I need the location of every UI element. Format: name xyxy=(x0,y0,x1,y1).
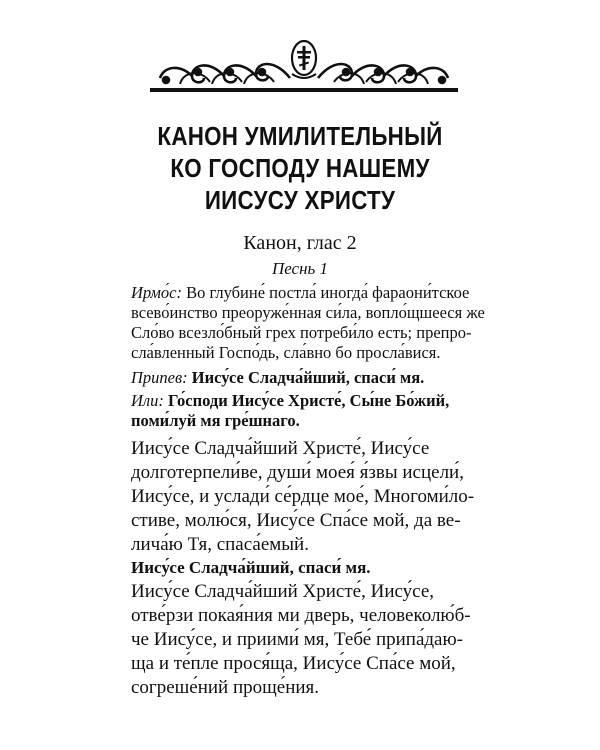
left-scrollwork xyxy=(160,64,290,84)
troparion-line: ща и те́пле прося́ща, Иису́се Спа́се мой, xyxy=(131,653,456,674)
refrain-text: Иису́се Сладча́йший, спаси́ мя. xyxy=(187,368,425,387)
irmos-paragraph xyxy=(131,283,485,363)
troparion-line: че Иису́се, и приими́ мя, Тебе́ припа́даю- xyxy=(131,629,464,650)
troparion-line: лича́ю Тя, спаса́емый. xyxy=(131,534,309,555)
title-line-2: КО ГОСПОДУ НАШЕМУ xyxy=(170,153,430,183)
irmos-line: Во глубине́ постла́ иногда́ фараони́тское xyxy=(181,283,470,302)
alternate-refrain xyxy=(131,391,471,431)
troparion-2 xyxy=(131,580,471,700)
irmos-label: Ирмо́с: xyxy=(131,283,182,302)
troparion-line: Иису́се Сладча́йший Христе́, Иису́се xyxy=(131,438,430,459)
troparion-line: стиве, молю́ся, Иису́се Спа́се мой, да ве- xyxy=(131,510,461,531)
troparion-line: Иису́се, и услади́ се́рдце мое́, Многоми́ло- xyxy=(131,486,475,507)
title-line-1: КАНОН УМИЛИТЕЛЬНЫЙ xyxy=(157,121,443,151)
irmos-line: Сло́во всезло́бный грех потреби́ло есть; препро- xyxy=(131,323,472,342)
title-line-3: ИИСУСУ ХРИСТУ xyxy=(204,185,396,215)
refrain-line xyxy=(131,368,471,388)
troparion-1 xyxy=(131,437,475,557)
alternate-line: поми́луй мя гре́шнаго. xyxy=(131,411,300,430)
troparion-line: согреше́ний проще́ния. xyxy=(131,677,320,698)
ornament-header xyxy=(148,38,460,96)
cross-medallion xyxy=(292,41,316,78)
canon-tone: Канон, глас 2 xyxy=(243,232,357,254)
irmos-line: всево́инство преоруже́нная си́ла, вопло́щшееся же xyxy=(131,303,485,322)
troparion-line: отве́рзи покая́ния ми дверь, человеколю́б- xyxy=(131,605,471,626)
alternate-line: Го́споди Иису́се Христе́, Сы́не Бо́жий, xyxy=(163,391,450,410)
alternate-label: Или: xyxy=(131,391,164,410)
right-scrollwork xyxy=(318,64,448,84)
troparion-line: долготерпели́ве, души́ моея́ я́звы исцели́, xyxy=(131,462,464,483)
refrain-repeat: Иису́се Сладча́йший, спаси́ мя. xyxy=(131,558,371,577)
refrain-label: Припев: xyxy=(131,368,188,387)
irmos-line: сла́вленный Госпо́дь, сла́вно бо просла́вися. xyxy=(131,343,441,362)
ode-heading: Песнь 1 xyxy=(271,259,329,278)
troparion-line: Иису́се Сладча́йший Христе́, Иису́се, xyxy=(131,581,435,602)
